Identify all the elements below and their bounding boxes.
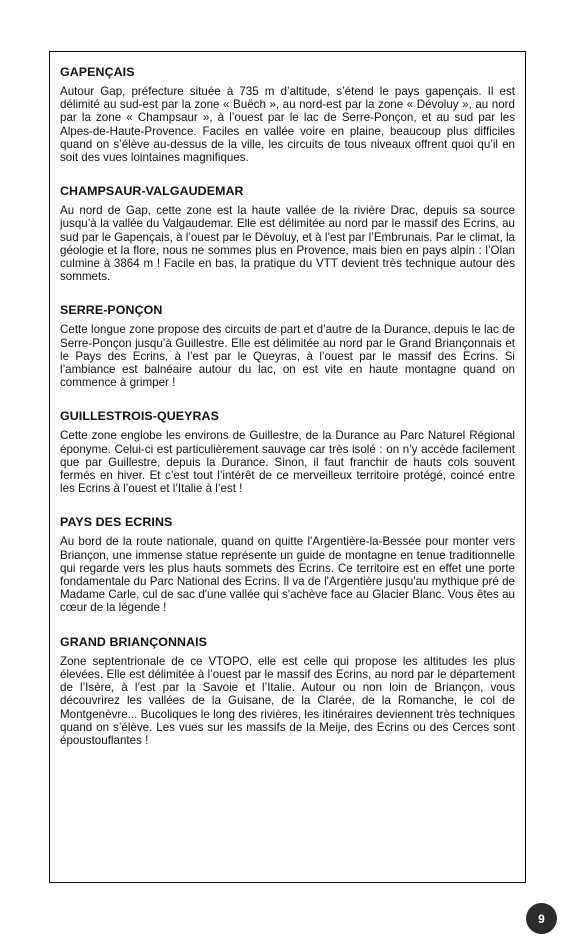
section-champsaur-valgaudemar [60,184,515,283]
section-gapencais [60,65,515,164]
section-body: Cette zone englobe les environs de Guillestre, de la Durance au Parc Naturel Régional éponyme. Celui-ci est particulièrement sauvage car très isolé : on n’y accède facilement que par Guillestre, depuis la Durance. Sinon, il faut franchir de hauts cols souvent fermés en hiver. Et c’est tout l’intérêt de ce merveilleux territoire protégé, coincé entre les Ecrins à l’ouest et l’Italie à l’est ! [60,429,515,496]
section-body: Autour Gap, préfecture située à 735 m d’altitude, s’étend le pays gapençais. Il est délimité au sud-est par la zone « Buëch », au nord-est par la zone « Dévoluy », au nord par la zone « Champsaur », à l’ouest par le lac de Serre-Ponçon, et au sud par les Alpes-de-Haute-Provence. Faciles en vallée voire en plaine, beaucoup plus difficiles quand on s’élève au-dessus de la ville, les circuits de tous niveaux offrent quoi qu’il en soit des vues lointaines magnifiques. [60,85,515,165]
section-guillestrois-queyras [60,409,515,495]
section-body: Zone septentrionale de ce VTOPO, elle est celle qui propose les altitudes les plus élevées. Elle est délimitée à l’ouest par le massif des Ecrins, au nord par le département de l’Isère, à l’est par la Savoie et l’Italie. Autour ou non loin de Briançon, vous découvrirez les vallées de la Guisane, de la Clarée, de la Romanche, le col de Montgenèvre... Bucoliques le long des rivières, les itinéraires deviennent très techniques quand on s’élève. Les vues sur les massifs de la Meije, des Ecrins ou des Cerces sont époustouflantes ! [60,654,515,747]
section-pays-des-ecrins [60,515,515,614]
section-body: Au bord de la route nationale, quand on quitte l'Argentière-la-Bessée pour monter vers Briançon, une immense statue représente un guide de montagne en tenue traditionnelle qui regarde vers les plus hauts sommets des Ecrins. Ce territoire est en effet une porte fondamentale du Parc National des Ecrins. Il va de l'Argentière jusqu'au mythique pré de Madame Carle, cul de sac d'une vallée qui s'achève face au Glacier Blanc. Vous êtes au cœur de la légende ! [60,535,515,615]
section-title: SERRE-PONÇON [60,303,163,318]
page-number-badge [526,903,557,934]
section-title: GUILLESTROIS-QUEYRAS [60,409,219,424]
section-serre-poncon [60,303,515,389]
section-grand-brianconnais [60,635,515,747]
content-frame [49,51,526,883]
section-body: Au nord de Gap, cette zone est la haute vallée de la rivière Drac, depuis sa source jusqu’à la vallée du Valgaudemar. Elle est délimitée au nord par le massif des Ecrins, au sud par le Gapençais, à l’ouest par le Dévoluy, et à l’est par l’Embrunais. Par le climat, la géologie et la flore, nous ne sommes plus en Provence, mais bien en pays alpin : l’Olan culmine à 3864 m ! Facile en bas, la pratique du VTT devient très technique autour des sommets. [60,204,515,284]
section-title: GRAND BRIANÇONNAIS [60,634,208,649]
section-body: Cette longue zone propose des circuits de part et d’autre de la Durance, depuis le lac de Serre-Ponçon jusqu’à Guillestre. Elle est délimitée au nord par le Grand Briançonnais et le Pays des Ecrins, à l’est par le Queyras, à l’ouest par le massif des Ecrins. Si l’ambiance est balnéaire autour du lac, on est vite en haute montagne quand on commence à grimper ! [60,323,515,390]
section-title: PAYS DES ECRINS [60,515,173,530]
section-title: CHAMPSAUR-VALGAUDEMAR [60,184,244,199]
page-number: 9 [538,911,545,926]
section-title: GAPENÇAIS [60,65,135,79]
